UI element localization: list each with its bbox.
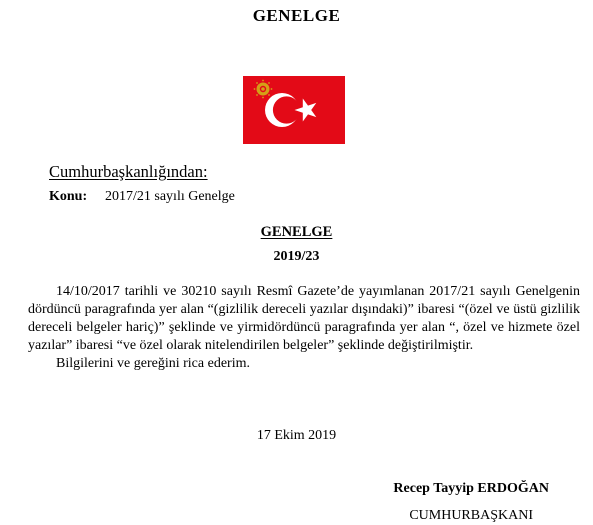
page-title: GENELGE [252, 6, 341, 25]
subject-line [49, 189, 235, 205]
document-heading: GENELGE [260, 224, 333, 240]
subject-label: Konu: [49, 189, 88, 204]
circular-body [28, 283, 580, 373]
turkish-flag-icon [243, 76, 345, 144]
document-number: 2019/23 [273, 249, 320, 264]
body-paragraph: 14/10/2017 tarihli ve 30210 sayılı Resmî Gazete’de yayımlanan 2017/21 sayılı Genelgenin dördüncü paragrafında yer alan “(gizlilik dereceli yazılar dışındaki)” ibaresi “(özel ve üstü gizlilik dereceli belgeler hariç)” şeklinde ve yirmidördüncü paragrafında yer alan “, özel ve hizmete özel yazılar” ibaresi “ve özel olarak nitelendirilen belgeler” şeklinde değiştirilmiştir. [28, 284, 580, 353]
signatory-title: CUMHURBAŞKANI [409, 508, 533, 523]
subject-value: 2017/21 sayılı Genelge [105, 189, 235, 204]
signatory-name: Recep Tayyip ERDOĞAN [393, 481, 549, 496]
issuer-heading: Cumhurbaşkanlığından: [49, 162, 208, 181]
document-date: 17 Ekim 2019 [256, 428, 337, 443]
closing-paragraph: Bilgilerini ve gereğini rica ederim. [56, 356, 250, 371]
